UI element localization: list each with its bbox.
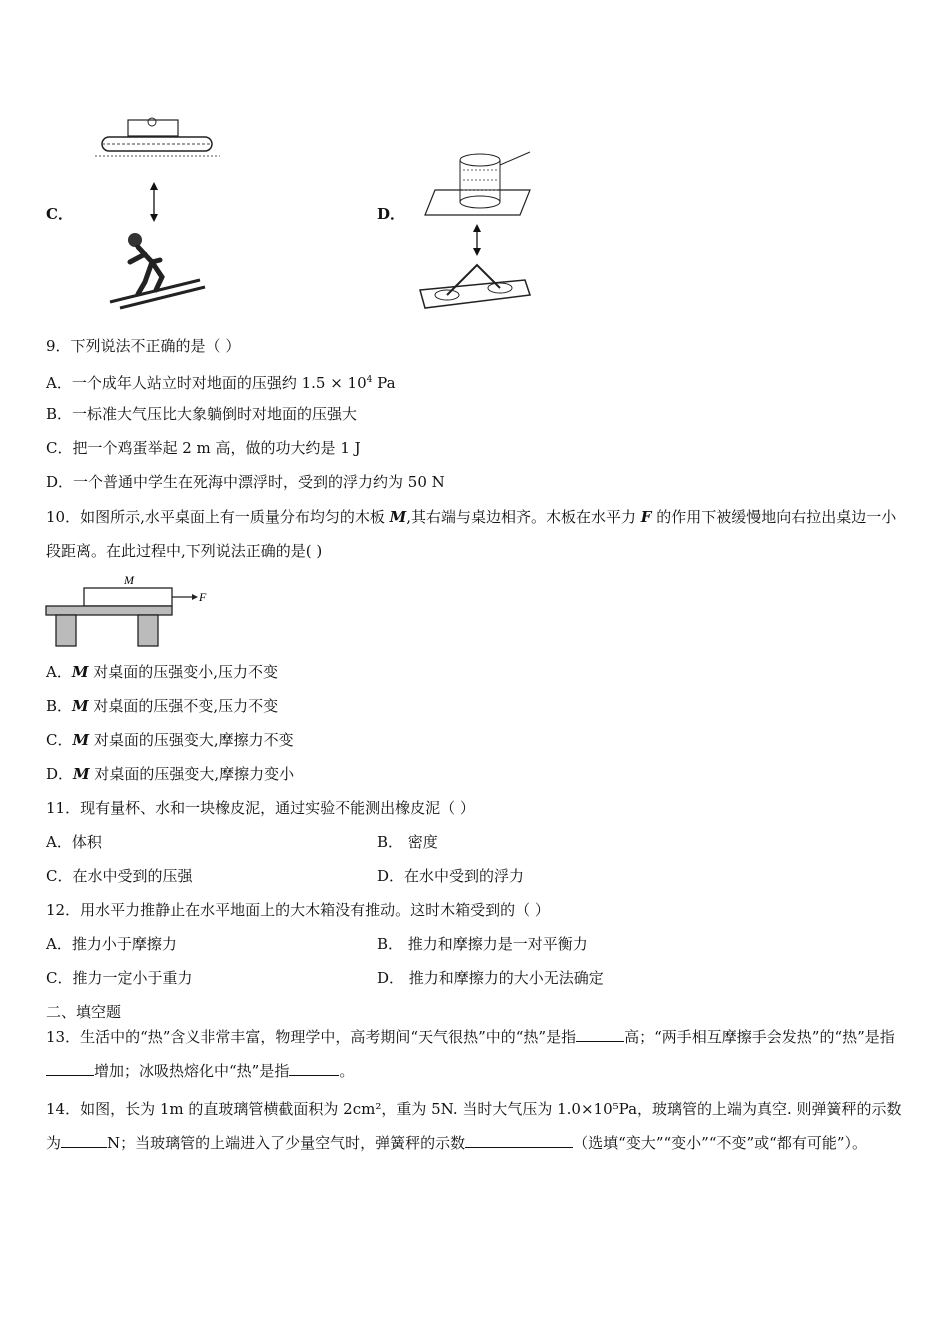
q9-option-d: D．一个普通中学生在死海中漂浮时，受到的浮力约为 50 N [46, 473, 445, 491]
q13-part2: 高；“两手相互摩擦手会发热”的“热”是指 [624, 1028, 895, 1046]
q9-option-a [46, 370, 396, 393]
q13-blank-2[interactable] [46, 1061, 94, 1076]
q11-option-b: B． 密度 [377, 833, 438, 851]
q12-option-d: D． 推力和摩擦力的大小无法确定 [377, 969, 604, 987]
diagram-label-f: F [199, 590, 207, 604]
q11-option-c: C．在水中受到的压强 [46, 867, 193, 885]
q13-part4: 。 [339, 1062, 355, 1080]
q10-option-a [46, 662, 278, 682]
q9-option-a-exponent: 4 [366, 375, 373, 385]
cylinder-and-compass-illustration [405, 140, 545, 315]
q13-blank-1[interactable] [576, 1027, 624, 1042]
q9-option-a-unit: Pa [372, 374, 396, 392]
q10-c-m: M [72, 731, 90, 749]
q14-text [46, 1092, 906, 1160]
q10-option-d [46, 764, 294, 784]
q12-stem: 12．用水平力推静止在水平地面上的大木箱没有推动。这时木箱受到的（ ） [46, 901, 550, 919]
q13-blank-3[interactable] [289, 1061, 339, 1076]
q10-option-c [46, 730, 294, 750]
q10-d-m: M [73, 765, 90, 783]
q14-blank-1[interactable] [61, 1133, 107, 1148]
q13-text [46, 1020, 906, 1088]
q10-b-m: M [72, 697, 89, 715]
q10-stem-m: M [389, 508, 407, 526]
q10-stem-part3: 的作用下被缓慢地向右拉出桌边一小段距离。在此过程中,下列说法正确的是( ) [46, 508, 897, 560]
q10-a-post: 对桌面的压强变小,压力不变 [88, 663, 278, 681]
q9-option-c: C．把一个鸡蛋举起 2 m 高，做的功大约是 1 J [46, 439, 361, 457]
diagram-label-m: M [124, 574, 134, 587]
q10-stem-part1: 10．如图所示,水平桌面上有一质量分布均匀的木板 [46, 508, 390, 526]
snowboard-skier-illustration [90, 112, 230, 312]
q11-stem: 11．现有量杯、水和一块橡皮泥，通过实验不能测出橡皮泥（ ） [46, 799, 475, 817]
q14-part1: 14．如图，长为 1m 的直玻璃管横截面积为 2cm²，重为 5N. 当时大气压为 1.0×10⁵Pa，玻璃管的上端为真空. 则弹簧秤的示数为 [46, 1100, 902, 1152]
q10-stem [46, 500, 906, 568]
q10-b-pre: B． [46, 697, 73, 715]
q10-a-m: M [71, 663, 89, 681]
section-title: 二、填空题 [46, 1003, 122, 1021]
q13-part1: 13．生活中的“热”含义非常丰富，物理学中，高考期间“天气很热”中的“热”是指 [46, 1028, 577, 1046]
q10-option-b [46, 696, 278, 716]
q10-stem-f: F [640, 508, 652, 526]
q10-d-post: 对桌面的压强变大,摩擦力变小 [89, 765, 295, 783]
table-board-diagram [44, 574, 224, 650]
q14-blank-2[interactable] [465, 1133, 573, 1148]
q9-option-a-text: A．一个成年人站立时对地面的压强约 1.5 × 10 [46, 374, 367, 392]
q11-option-d: D．在水中受到的浮力 [377, 867, 525, 885]
q9-stem: 9．下列说法不正确的是（ ） [46, 337, 241, 355]
q10-a-pre: A． [46, 663, 72, 681]
q10-d-pre: D． [46, 765, 74, 783]
q10-c-post: 对桌面的压强变大,摩擦力不变 [89, 731, 294, 749]
q10-c-pre: C． [46, 731, 73, 749]
q11-option-a: A．体积 [46, 833, 102, 851]
q9-option-b: B．一标准大气压比大象躺倒时对地面的压强大 [46, 405, 358, 423]
q10-stem-part2: ,其右端与桌边相齐。木板在水平力 [406, 508, 641, 526]
q14-part2: N；当玻璃管的上端进入了少量空气时，弹簧秤的示数 [107, 1134, 466, 1152]
q13-part3: 增加；冰吸热熔化中“热”是指 [94, 1062, 290, 1080]
q14-part3: （选填“变大”“变小”“不变”或“都有可能”）。 [573, 1134, 868, 1152]
q12-option-b: B． 推力和摩擦力是一对平衡力 [377, 935, 588, 953]
option-c-label: C． [46, 205, 73, 223]
option-d-label: D． [377, 205, 406, 223]
q12-option-a: A．推力小于摩擦力 [46, 935, 177, 953]
q10-b-post: 对桌面的压强不变,压力不变 [88, 697, 279, 715]
q12-option-c: C．推力一定小于重力 [46, 969, 193, 987]
